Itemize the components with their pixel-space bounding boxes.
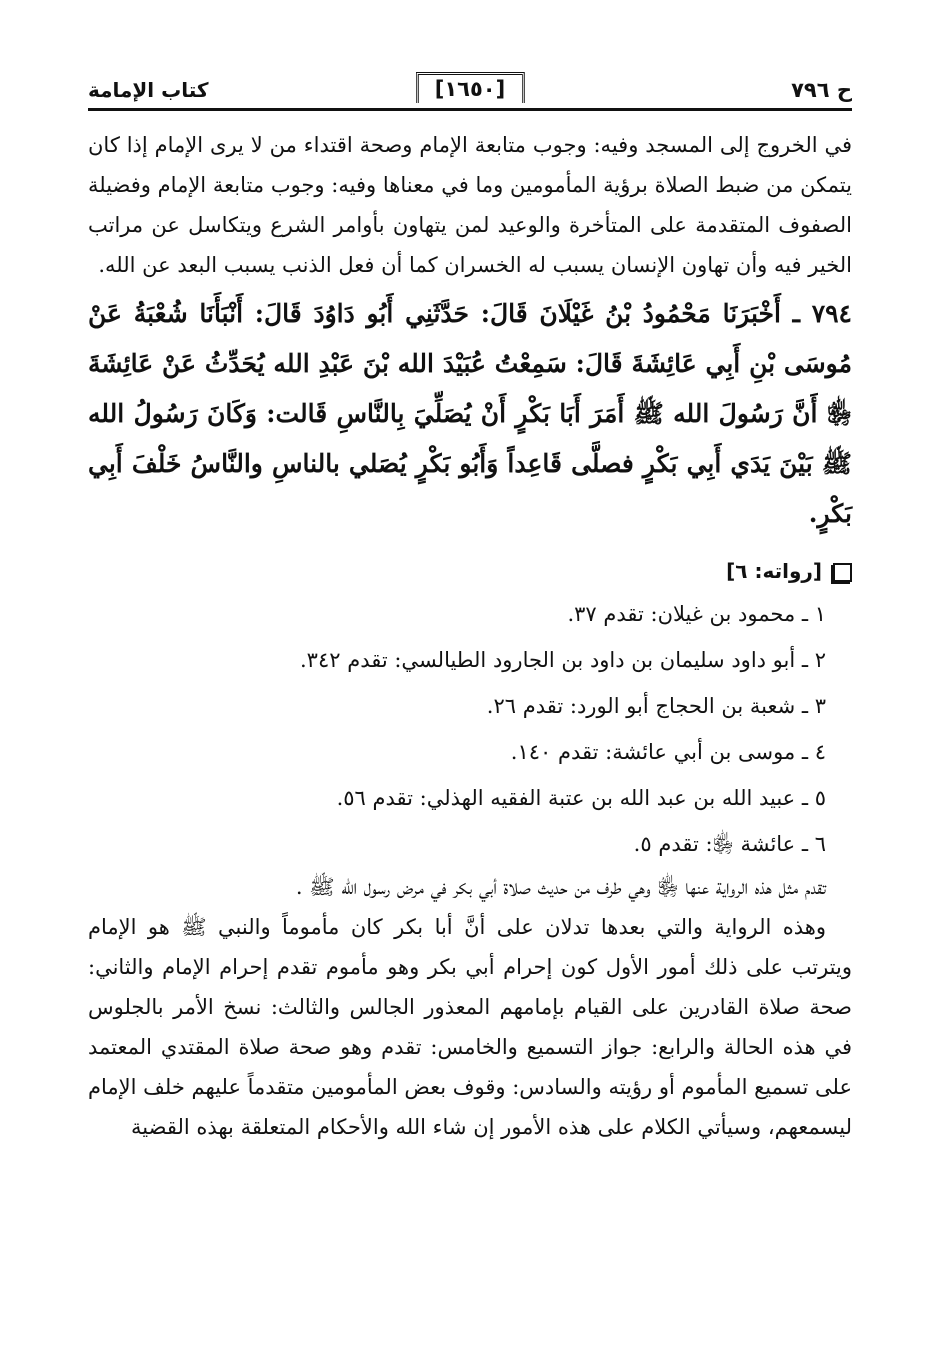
page-header [88, 72, 852, 112]
narrator-item: ٦ ـ عائشة ﵂: تقدم ٥. [633, 832, 826, 856]
narrators-list [88, 591, 852, 867]
page-number: [١٦٥٠] [416, 72, 525, 103]
narrators-title: [رواته: ٦] [726, 559, 823, 583]
page-body [88, 125, 852, 1147]
hadith-range: ح ٧٩٦ [791, 78, 852, 102]
note-paragraph: تقدم مثل هذه الرواية عنها ﵂ وهي طرف من حديث صلاة أبي بكر في مرض رسول الله ﷺ . [295, 875, 826, 899]
book-title: كتاب الإمامة [88, 78, 209, 102]
intro-paragraph: في الخروج إلى المسجد وفيه: وجوب متابعة الإمام وصحة اقتداء من لا يرى الإمام إذا كان يتمكن من ضبط الصلاة برؤية المأمومين وما في معناها وفيه: وجوب متابعة الإمام وفضيلة الصفوف المتقدمة على المتأخرة والوعيد لمن يتهاون بأوامر الشرع ويتكاسل عن مراتب الخير فيه وأن تهاون الإنسان يسبب له الخسران كما أن فعل الذنب يسبب البعد عن الله. [88, 133, 852, 277]
square-bullet-icon [833, 563, 852, 582]
narrator-item: ٢ ـ أبو داود سليمان بن داود بن الجارود الطيالسي: تقدم ٣٤٢. [299, 648, 826, 672]
narrator-item: ٤ ـ موسى بن أبي عائشة: تقدم ١٤٠. [510, 740, 826, 764]
header-rule [88, 108, 852, 111]
narrators-heading [88, 553, 852, 589]
hadith-text: ٧٩٤ ـ أَخْبَرَنَا مَحْمُودُ بْنُ غَيْلَانَ قَالَ: حَدَّثَنِي أَبُو دَاوُدَ قَالَ: أَنْبَأَنَا شُعْبَةُ عَنْ مُوسَى بْنِ أَبِي عَائِشَةَ قَالَ: سَمِعْتُ عُبَيْدَ الله بْنَ عَبْدِ الله يُحَدِّثُ عَنْ عَائِشَةَ ﵂ أَنَّ رَسُولَ الله ﷺ أَمَرَ أَبَا بَكْرٍ أَنْ يُصَلِّيَ بِالنَّاسِ قَالت: وَكَانَ رَسُولُ الله ﷺ بَيْنَ يَدَي أَبِي بَكْرٍ فصلَّى قَاعِداً وَأَبُو بَكْرٍ يُصَلي بالناسِ والنَّاسُ خَلْفَ أَبِي بَكْرٍ. [88, 299, 852, 528]
narrator-item: ٣ ـ شعبة بن الحجاج أبو الورد: تقدم ٢٦. [486, 694, 826, 718]
commentary-paragraph: وهذه الرواية والتي بعدها تدلان على أنَّ أبا بكر كان مأموماً والنبي ﷺ هو الإمام ويترتب على ذلك أمور الأول كون إحرام أبي بكر وهو مأموم تقدم إحرام الإمام والثاني: صحة صلاة القادرين على القيام بإمامهم المعذور الجالس والثالث: نسخ الأمر بالجلوس في هذه الحالة والرابع: جواز التسميع والخامس: تقدم وهو صحة صلاة المقتدي المعتمد على تسميع المأموم أو رؤيته والسادس: وقوف بعض المأمومين متقدماً عليهم خلف الإمام ليسمعهم، وسيأتي الكلام على هذه الأمور إن شاء الله والأحكام المتعلقة بهذه القضية [88, 915, 852, 1139]
narrator-item: ١ ـ محمود بن غيلان: تقدم ٣٧. [567, 602, 826, 626]
narrator-item: ٥ ـ عبيد الله بن عبد الله بن عتبة الفقيه الهذلي: تقدم ٥٦. [336, 786, 826, 810]
